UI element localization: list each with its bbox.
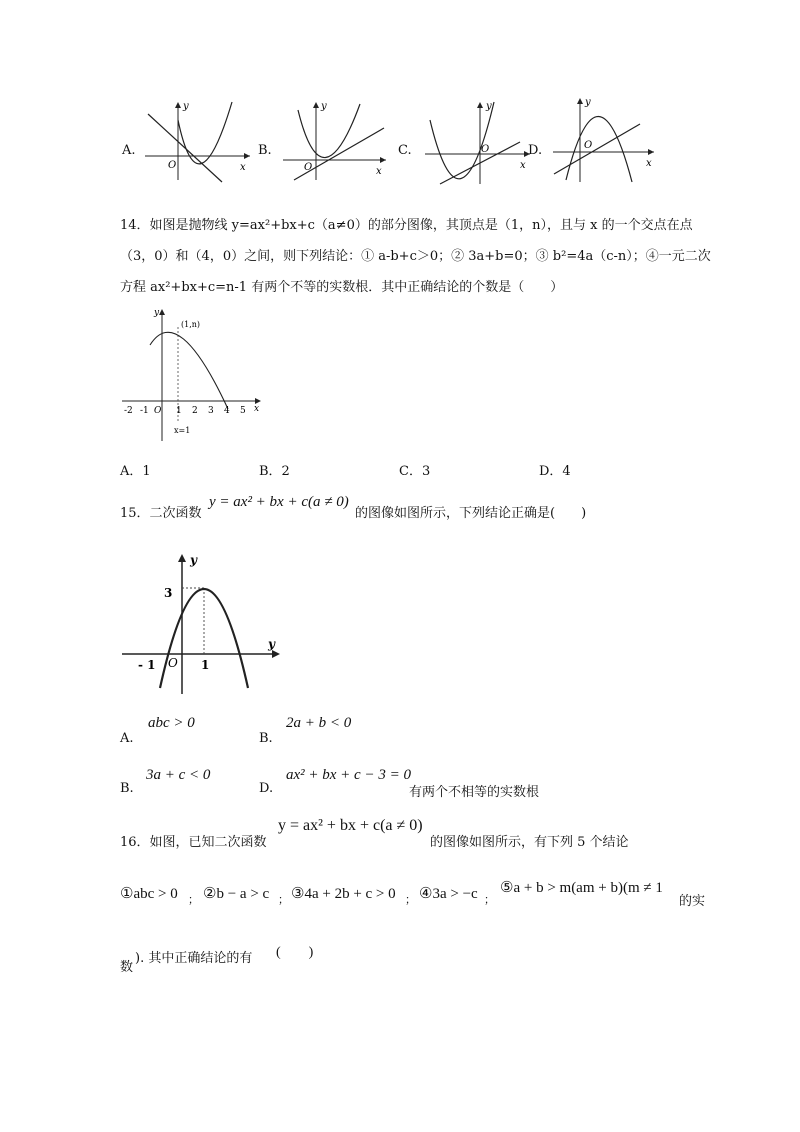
q15-suffix: 的图像如图所示，下列结论正确是( ) <box>355 506 587 521</box>
svg-text:y: y <box>585 97 591 108</box>
q15-choice-c-expr: 3a + c < 0 <box>146 767 211 783</box>
q16-answer-paren[interactable]: ( ) <box>276 945 314 960</box>
svg-text:x=1: x=1 <box>174 426 191 435</box>
svg-text:x: x <box>254 404 260 414</box>
q16-tail1: 的实 <box>679 894 706 909</box>
option-letter: C. <box>398 143 412 158</box>
q15-choice-d-letter[interactable]: D. <box>259 781 274 796</box>
svg-text:y: y <box>268 637 275 651</box>
q16-c1: ①abc > 0 <box>120 886 178 902</box>
q16-sep1: ； <box>188 893 199 906</box>
svg-text:y: y <box>183 101 189 112</box>
svg-text:- 1: - 1 <box>138 658 156 672</box>
q16-c2: ②b − a > c <box>203 886 270 902</box>
q14-choice-b[interactable]: B．2 <box>259 464 290 479</box>
q16-c4: ④3a > −c <box>419 886 478 902</box>
q15-choice-b-expr: 2a + b < 0 <box>286 715 352 731</box>
q15-graph <box>120 548 285 698</box>
svg-text:x: x <box>646 158 652 169</box>
q14-choice-d[interactable]: D．4 <box>539 464 571 479</box>
svg-text:O: O <box>154 406 162 416</box>
q15-prefix: 15．二次函数 <box>120 506 202 521</box>
svg-text:O: O <box>168 160 177 171</box>
q16-tail2: 数 <box>120 960 134 975</box>
option-letter: B. <box>258 143 272 158</box>
q16-sep3: ； <box>405 893 416 906</box>
q15-choice-b-letter[interactable]: B. <box>259 731 273 746</box>
svg-text:O: O <box>304 162 313 173</box>
q14-line1: 14．如图是抛物线 y=ax²+bx+c（a≠0）的部分图像，其顶点是（1，n），且与 x 的一个交点在点 <box>120 218 693 233</box>
svg-text:4: 4 <box>224 406 230 416</box>
q14-graph <box>118 305 268 445</box>
option-letter: D. <box>528 143 543 158</box>
svg-text:1: 1 <box>176 406 182 416</box>
q15-choice-a-expr: abc > 0 <box>148 715 195 731</box>
q16-c3: ③4a + 2b + c > 0 <box>291 886 396 902</box>
q16-c5: ⑤a + b > m(am + b)(m ≠ 1 <box>500 880 663 896</box>
svg-text:O: O <box>584 140 593 151</box>
graph-a <box>140 98 255 183</box>
q16-tail3: ). 其中正确结论的有 <box>135 951 253 966</box>
svg-text:x: x <box>376 166 382 177</box>
q16-formula: y = ax² + bx + c(a ≠ 0) <box>278 817 423 834</box>
q16-suffix: 的图像如图所示，有下列 5 个结论 <box>430 835 629 850</box>
q16-prefix: 16．如图，已知二次函数 <box>120 835 267 850</box>
svg-text:-1: -1 <box>140 406 149 416</box>
svg-text:y: y <box>486 101 492 112</box>
svg-text:x: x <box>240 162 246 173</box>
svg-text:O: O <box>168 656 178 670</box>
q14-choice-c[interactable]: C．3 <box>399 464 431 479</box>
q15-choice-d-expr: ax² + bx + c − 3 = 0 <box>286 767 411 783</box>
svg-text:x: x <box>520 160 526 171</box>
q15-choice-c-letter[interactable]: B. <box>120 781 134 796</box>
q15-choice-a-letter[interactable]: A. <box>120 731 134 746</box>
svg-text:2: 2 <box>192 406 198 416</box>
q14-line2: （3，0）和（4，0）之间，则下列结论：① a-b+c＞0；② 3a+b=0；③ b²=4a（c-n）；④一元二次 <box>120 249 711 264</box>
svg-text:5: 5 <box>240 406 246 416</box>
svg-text:3: 3 <box>164 586 173 600</box>
svg-text:O: O <box>481 144 490 155</box>
graph-b <box>278 98 393 183</box>
svg-text:y: y <box>321 101 327 112</box>
q15-formula: y = ax² + bx + c(a ≠ 0) <box>209 494 349 510</box>
svg-text:(1,n): (1,n) <box>181 320 201 329</box>
q16-sep4: ； <box>484 893 495 906</box>
option-letter: A. <box>122 143 136 158</box>
q15-choice-d-tail: 有两个不相等的实数根 <box>409 785 540 800</box>
svg-text:y: y <box>154 308 160 318</box>
graph-d <box>548 94 663 186</box>
svg-text:3: 3 <box>208 406 214 416</box>
svg-text:y: y <box>190 553 197 567</box>
graph-c <box>420 98 535 188</box>
svg-text:-2: -2 <box>124 406 133 416</box>
svg-text:1: 1 <box>201 658 210 672</box>
q14-choice-a[interactable]: A．1 <box>120 464 151 479</box>
q16-sep2: ； <box>278 893 289 906</box>
q14-line3: 方程 ax²+bx+c=n-1 有两个不等的实数根．其中正确结论的个数是（ ） <box>120 280 564 295</box>
